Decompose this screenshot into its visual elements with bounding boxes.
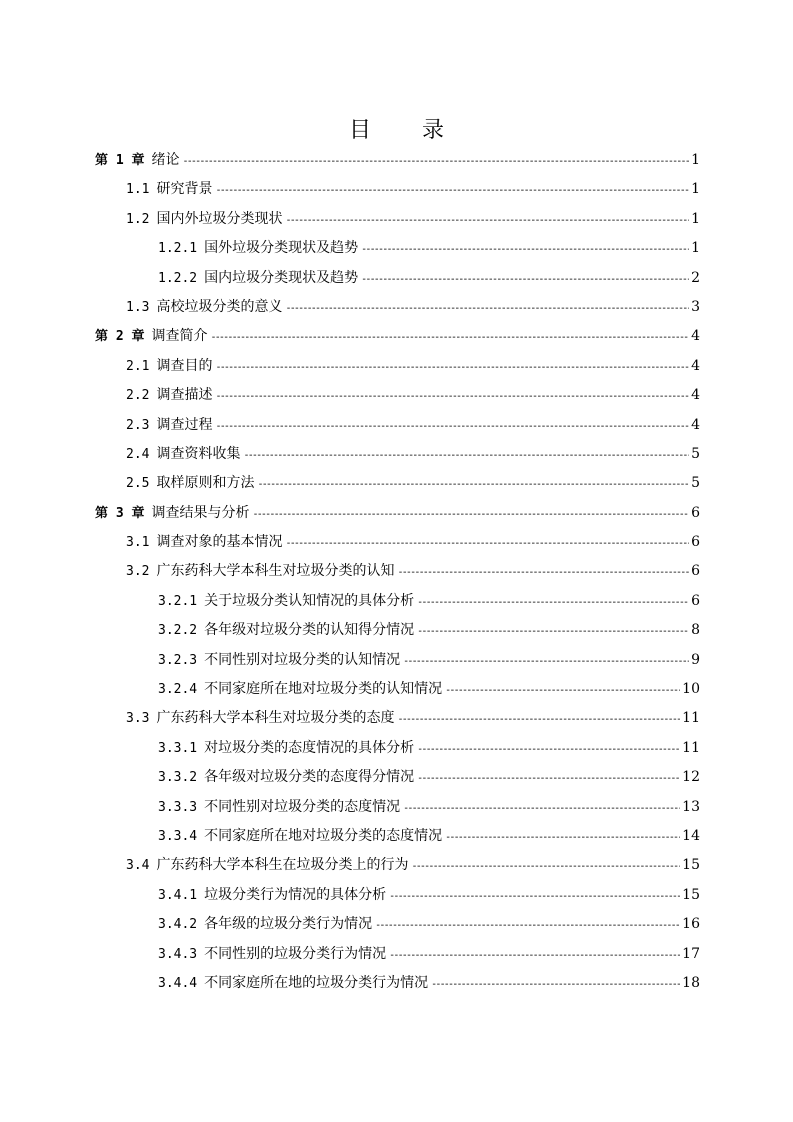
toc-entry[interactable]: [95, 910, 700, 939]
toc-entry[interactable]: [95, 469, 700, 498]
toc-entry-page-number: 1: [691, 152, 700, 168]
toc-entry[interactable]: [95, 499, 700, 528]
toc-entry-number: 3.3: [126, 711, 150, 727]
toc-entry-number: 2.2: [126, 388, 150, 404]
toc-entry[interactable]: [95, 264, 700, 293]
toc-entry-number: 1.2.2: [158, 270, 198, 286]
toc-entry-page-number: 15: [682, 886, 700, 903]
toc-entry-page-number: 16: [682, 916, 700, 933]
toc-entry-page-number: 2: [691, 269, 700, 286]
toc-leader-dashes: [411, 852, 680, 881]
toc-entry-title: 广东药科大学本科生对垃圾分类的态度: [156, 710, 395, 727]
page-title: 目 录: [349, 118, 466, 143]
toc-entry-title: 关于垃圾分类认知情况的具体分析: [204, 592, 415, 609]
toc-entry[interactable]: [95, 440, 700, 469]
toc-entry-number: 3.2: [126, 564, 150, 580]
toc-entry[interactable]: [95, 940, 700, 969]
toc-entry[interactable]: [95, 411, 700, 440]
toc-entry-page-number: 1: [691, 210, 700, 227]
toc-entry-number: 2.1: [126, 358, 150, 374]
toc-entry-number: 3.4.2: [158, 917, 198, 933]
toc-entry-page-number: 5: [691, 475, 700, 492]
toc-leader-dashes: [389, 882, 680, 911]
toc-leader-dashes: [397, 705, 680, 734]
toc-entry[interactable]: [95, 175, 700, 204]
toc-entry[interactable]: [95, 616, 700, 645]
toc-entry-title: 各年级的垃圾分类行为情况: [204, 916, 373, 933]
toc-entry[interactable]: [95, 234, 700, 263]
toc-entry-number: 3.3.4: [158, 828, 198, 844]
toc-entry-page-number: 3: [691, 298, 700, 315]
toc-entry[interactable]: [95, 557, 700, 586]
toc-entry-title: 调查过程: [156, 416, 213, 433]
toc-entry-title: 调查目的: [156, 357, 213, 374]
toc-entry-number: 3.4.1: [158, 887, 198, 903]
toc-entry-number: 1.3: [126, 299, 150, 315]
toc-leader-dashes: [361, 265, 689, 294]
toc-entry[interactable]: [95, 704, 700, 733]
toc-entry-number: 3.2.4: [158, 682, 198, 698]
toc-leader-dashes: [285, 529, 689, 558]
toc-leader-dashes: [252, 500, 689, 529]
toc-entry-number: 3.1: [126, 535, 150, 551]
toc-entry[interactable]: [95, 881, 700, 910]
toc-entry[interactable]: [95, 293, 700, 322]
toc-entry[interactable]: [95, 851, 700, 880]
toc-entry[interactable]: [95, 322, 700, 351]
toc-entry-title: 国外垃圾分类现状及趋势: [204, 240, 359, 257]
toc-entry-number: 3.4.4: [158, 975, 198, 991]
toc-entry-page-number: 12: [682, 769, 700, 786]
toc-entry-number: 2.4: [126, 446, 150, 462]
toc-leader-dashes: [397, 558, 689, 587]
toc-entry-page-number: 14: [682, 827, 700, 844]
toc-entry-page-number: 15: [682, 857, 700, 874]
toc-entry[interactable]: [95, 587, 700, 616]
toc-entry-title: 调查资料收集: [156, 445, 241, 462]
toc-entry-number: 3.3.3: [158, 799, 198, 815]
toc-entry-page-number: 11: [682, 710, 700, 727]
toc-entry[interactable]: [95, 381, 700, 410]
toc-entry-title: 高校垃圾分类的意义: [156, 298, 283, 315]
toc-entry[interactable]: [95, 205, 700, 234]
toc-entry-title: 各年级对垃圾分类的认知得分情况: [204, 622, 415, 639]
toc-leader-dashes: [431, 970, 680, 999]
toc-entry-page-number: 1: [691, 181, 700, 198]
toc-leader-dashes: [417, 735, 680, 764]
toc-entry-number: 第 2 章: [95, 329, 145, 345]
toc-leader-dashes: [257, 470, 689, 499]
toc-entry-title: 不同性别对垃圾分类的认知情况: [204, 651, 401, 668]
toc-leader-dashes: [417, 588, 689, 617]
toc-entry[interactable]: [95, 793, 700, 822]
toc-entry-page-number: 4: [691, 357, 700, 374]
toc-entry-page-number: 6: [691, 563, 700, 580]
toc-leader-dashes: [445, 823, 680, 852]
toc-entry-title: 调查描述: [156, 387, 213, 404]
toc-entry-page-number: 11: [682, 739, 700, 756]
toc-leader-dashes: [403, 647, 689, 676]
toc-entry-page-number: 9: [691, 651, 700, 668]
toc-entry-number: 3.3.1: [158, 740, 198, 756]
toc-entry[interactable]: [95, 734, 700, 763]
toc-entry-title: 广东药科大学本科生对垃圾分类的认知: [156, 563, 395, 580]
toc-entry-title: 广东药科大学本科生在垃圾分类上的行为: [156, 857, 409, 874]
toc-entry-title: 国内外垃圾分类现状: [156, 210, 283, 227]
toc-entry-title: 不同性别的垃圾分类行为情况: [204, 945, 387, 962]
toc-leader-dashes: [285, 294, 689, 323]
toc-entry-number: 3.3.2: [158, 770, 198, 786]
toc-leader-dashes: [445, 676, 680, 705]
toc-leader-dashes: [215, 412, 689, 441]
toc-entry[interactable]: [95, 352, 700, 381]
toc-entry-number: 第 3 章: [95, 505, 145, 521]
toc-leader-dashes: [210, 323, 689, 352]
toc-entry-page-number: 18: [682, 974, 700, 991]
toc-entry[interactable]: [95, 146, 700, 175]
toc-entry-page-number: 4: [691, 387, 700, 404]
toc-entry-page-number: 6: [691, 504, 700, 521]
toc-leader-dashes: [215, 382, 689, 411]
toc-leader-dashes: [375, 911, 680, 940]
toc-entry-page-number: 4: [691, 416, 700, 433]
toc-entry-number: 3.4.3: [158, 946, 198, 962]
toc-leader-dashes: [417, 617, 689, 646]
toc-entry[interactable]: [95, 969, 700, 998]
toc-entry[interactable]: [95, 763, 700, 792]
toc-entry-number: 1.2.1: [158, 241, 198, 257]
toc-entry-number: 第 1 章: [95, 153, 145, 168]
toc-leader-dashes: [403, 794, 680, 823]
toc-entry-title: 调查结果与分析: [151, 504, 250, 521]
toc-entry-title: 取样原则和方法: [156, 475, 255, 492]
toc-leader-dashes: [417, 764, 680, 793]
toc-entry-number: 2.5: [126, 476, 150, 492]
toc-entry[interactable]: [95, 528, 700, 557]
toc-entry-title: 各年级对垃圾分类的态度得分情况: [204, 769, 415, 786]
toc-entry-title: 垃圾分类行为情况的具体分析: [204, 886, 387, 903]
toc-entry-page-number: 4: [691, 328, 700, 345]
toc-entry[interactable]: [95, 646, 700, 675]
toc-entry[interactable]: [95, 675, 700, 704]
toc-entry[interactable]: [95, 822, 700, 851]
toc-leader-dashes: [361, 235, 689, 264]
toc-entry-title: 调查对象的基本情况: [156, 534, 283, 551]
toc-entry-number: 3.2.2: [158, 623, 198, 639]
toc-entry-title: 对垃圾分类的态度情况的具体分析: [204, 739, 415, 756]
toc-entry-title: 不同性别对垃圾分类的态度情况: [204, 798, 401, 815]
toc-entry-number: 3.4: [126, 858, 150, 874]
table-of-contents: [95, 146, 700, 998]
toc-entry-page-number: 17: [682, 945, 700, 962]
toc-entry-number: 2.3: [126, 417, 150, 433]
toc-entry-number: 1.1: [126, 182, 150, 198]
toc-entry-number: 3.2.1: [158, 593, 198, 609]
toc-leader-dashes: [389, 941, 680, 970]
toc-entry-title: 绪论: [151, 152, 180, 168]
toc-entry-title: 调查简介: [151, 328, 208, 345]
toc-entry-title: 不同家庭所在地对垃圾分类的认知情况: [204, 681, 443, 698]
toc-entry-page-number: 5: [691, 445, 700, 462]
toc-entry-title: 不同家庭所在地对垃圾分类的态度情况: [204, 827, 443, 844]
toc-leader-dashes: [182, 147, 689, 176]
toc-leader-dashes: [243, 441, 689, 470]
toc-entry-page-number: 8: [691, 622, 700, 639]
toc-leader-dashes: [215, 176, 689, 205]
toc-leader-dashes: [215, 353, 689, 382]
toc-entry-page-number: 13: [682, 798, 700, 815]
toc-entry-title: 研究背景: [156, 181, 213, 198]
toc-entry-page-number: 1: [691, 240, 700, 257]
toc-leader-dashes: [285, 206, 689, 235]
toc-entry-page-number: 6: [691, 534, 700, 551]
toc-entry-title: 国内垃圾分类现状及趋势: [204, 269, 359, 286]
toc-entry-number: 3.2.3: [158, 652, 198, 668]
toc-entry-title: 不同家庭所在地的垃圾分类行为情况: [204, 974, 429, 991]
toc-entry-number: 1.2: [126, 211, 150, 227]
toc-entry-page-number: 6: [691, 592, 700, 609]
toc-entry-page-number: 10: [682, 681, 700, 698]
